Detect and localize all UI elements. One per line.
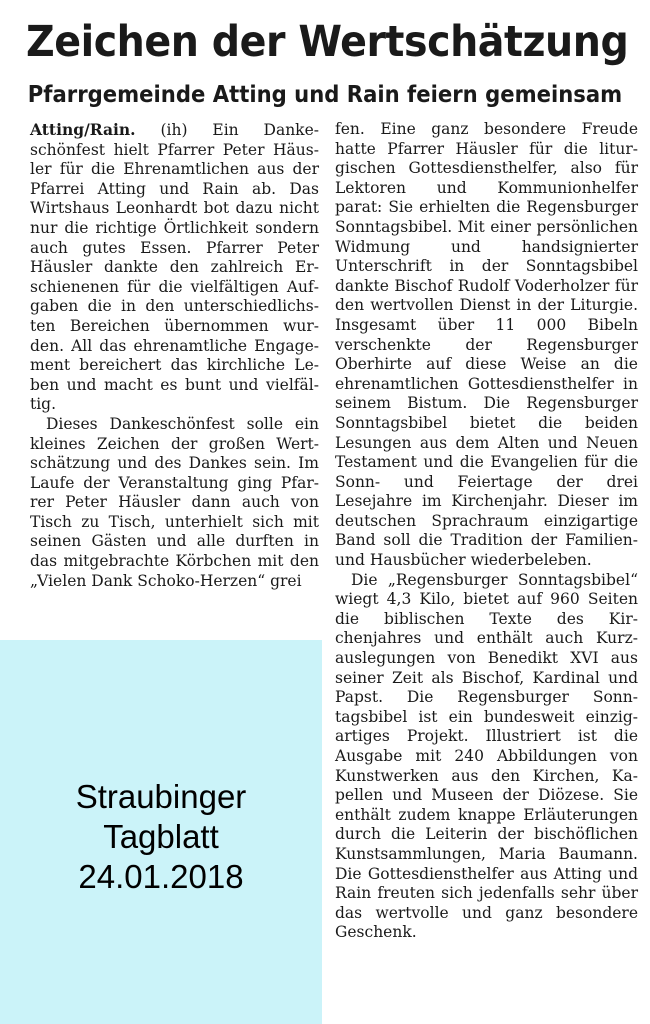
source-label [76, 777, 247, 897]
dateline: Atting/Rain. [30, 120, 136, 139]
source-newspaper-name: Straubinger [75, 778, 247, 815]
article-column-right [335, 120, 638, 943]
source-date: 24.01.2018 [78, 858, 244, 895]
paragraph-1 [30, 120, 319, 415]
article-subheadline: Pfarrgemeinde Atting und Rain feiern gemeinsam [27, 82, 623, 108]
source-newspaper-name-2: Tagblatt [103, 818, 219, 855]
article-headline: Zeichen der Wertschätzung [26, 17, 629, 67]
source-label-box [0, 640, 322, 1024]
paragraph-1-text: (ih) Ein Dankeschönfest hielt Pfarrer Peter Häusler für die Ehrenamtlichen aus der Pfarrei Atting und Rain ab. Das Wirtshaus Leonhardt bot dazu nicht nur die richtige Örtlichkeit sondern auch gutes Essen. Pfarrer Peter Häusler dankte den zahlreich Erschienenen für die vielfältigen Aufgaben die in den unterschiedlichsten Bereichen übernommen wurden. All das ehrenamtliche Engagement bereichert das kirchliche Leben und macht es bunt und vielfältig. [30, 121, 319, 414]
paragraph-4: Die „Regensburger Sonntagsbibel“ wiegt 4,3 Kilo, bietet auf 960 Seiten die biblischen Texte des Kirchenjahres und enthält auch Kurzauslegungen von Benedikt XVI aus seiner Zeit als Bischof, Kardinal und Papst. Die Regensburger Sonntagsbibel ist ein bundesweit einzigartiges Projekt. Illustriert ist die Ausgabe mit 240 Abbildungen von Kunstwerken aus den Kirchen, Kapellen und Museen der Diözese. Sie enthält zudem knappe Erläuterungen durch die Leiterin der bischöflichen Kunstsammlungen, Maria Baumann. Die Gottesdiensthelfer aus Atting und Rain freuten sich jedenfalls sehr über das wertvolle und ganz besondere Geschenk. [335, 570, 638, 942]
paragraph-3: fen. Eine ganz besondere Freude hatte Pfarrer Häusler für die liturgischen Gottesdiensthelfer, also für Lektoren und Kommunionhelfer parat: Sie erhielten die Regensburger Sonntagsbibel. Mit einer persönlichen Widmung und handsignierter Unterschrift in der Sonntagsbibel dankte Bischof Rudolf Voderholzer für den wertvollen Dienst in der Liturgie. Insgesamt über 11 000 Bibeln verschenkte der Regensburger Oberhirte auf diese Weise an die ehrenamtlichen Gottesdiensthelfer in seinem Bistum. Die Regensburger Sonntagsbibel bietet die beiden Lesungen aus dem Alten und Neuen Testament und die Evangelien für die Sonn- und Feiertage der drei Lesejahre im Kirchenjahr. Dieser im deutschen Sprachraum einzigartige Band soll die Tradition der Familien- und Hausbücher wiederbeleben. [335, 120, 638, 570]
article-column-left [30, 120, 319, 591]
paragraph-2: Dieses Dankeschönfest solle ein kleines Zeichen der großen Wertschätzung und des Dankes sein. Im Laufe der Veranstaltung ging Pfarrer Peter Häusler dann auch von Tisch zu Tisch, unterhielt sich mit seinen Gästen und alle durften in das mitgebrachte Körbchen mit den „Vielen Dank Schoko-Herzen“ grei [30, 414, 319, 590]
